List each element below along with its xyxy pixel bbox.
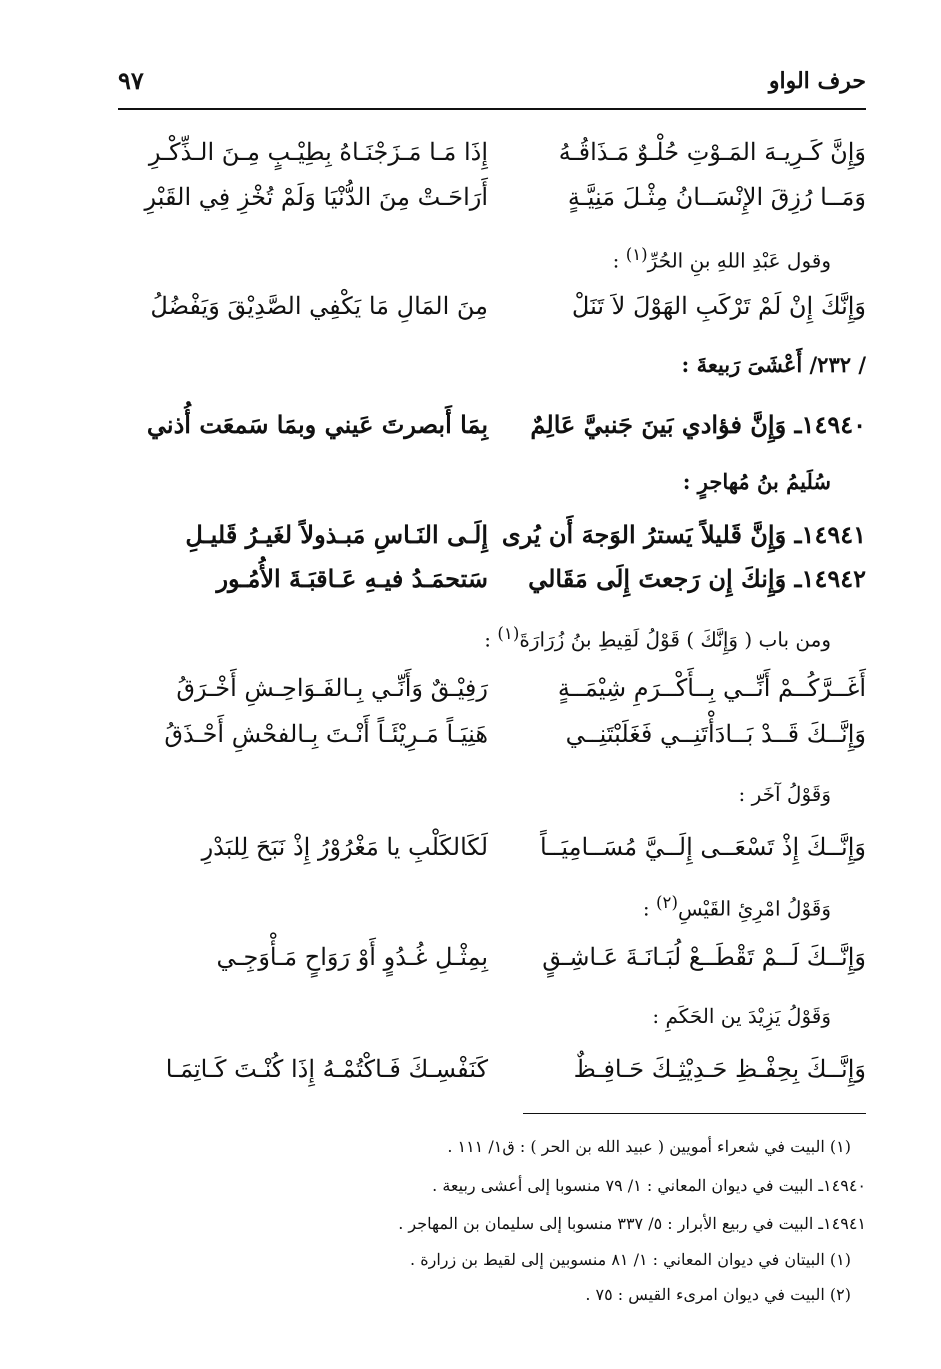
verse-first-hemistich: وَمَــا رُزِقَ الإِنْسَــانُ مِثْـلَ مَنِيَّـةٍ xyxy=(567,183,866,211)
verse-second-hemistich: بِمَا أَبصرتَ عَيني وبمَا سَمعَت أُذني xyxy=(146,410,488,439)
verse-first-hemistich: وَإِنَّــكَ إِذْ تَسْعَــى إِلَــيَّ مُسَــامِيَــاً xyxy=(540,833,866,861)
intro-colon: : xyxy=(642,896,656,921)
intro-text: وقول عَبْدِ اللهِ بنِ الحُرِّ xyxy=(647,248,831,273)
verse-first-hemistich: أَغَــرَّكُــمْ أَنِّــي بِــأَكْــرَمِ شِيْمَــةٍ xyxy=(557,674,866,702)
verse-line xyxy=(128,1055,866,1095)
verse-line xyxy=(128,138,866,178)
intro-text: وَقَوْلُ آخَر : xyxy=(738,782,831,806)
footnote-rule xyxy=(523,1113,866,1114)
footnote: ١٤٩٤١ـ البيت في ربيع الأبرار : ٥/ ٣٣٧ منسوبا إلى سليمان بن المهاجر . xyxy=(398,1214,866,1233)
verse-line xyxy=(128,292,866,332)
chapter-title: حرف الواو xyxy=(768,68,866,94)
verse-second-hemistich: هَنِيَـاً مَـرِيْئَـاً أَنْـتَ بِـالفحْشِ أَحْـذَقُ xyxy=(164,720,488,748)
verse-line-numbered xyxy=(128,564,866,604)
verse-first-hemistich: وَإِنَّــكَ قَــدْ بَــادَأْتَنِــي فَغَلَبْتَنِــي xyxy=(565,720,866,748)
intro-colon: : xyxy=(612,248,626,273)
poet-heading: / ٢٣٢/ أَعْشَىَ رَبيعةَ : xyxy=(681,352,866,377)
verse-second-hemistich: إِلَـى النَـاسِ مَبـذولاً لغَيـرُ قَليـلِ xyxy=(185,520,488,549)
verse-first-hemistich: وَإِنَّ كَـرِيـهَ المَـوْتِ حُلْـوٌ مَـذَاقُـهُ xyxy=(558,138,866,166)
footnote: (١) البيت في شعراء أمويين ( عبيد الله بن الحر ) : ق١/ ١١١ . xyxy=(447,1137,851,1156)
verse-line xyxy=(128,833,866,873)
footnote: ١٤٩٤٠ـ البيت في ديوان المعاني : ١/ ٧٩ منسوبا إلى أعشى ربيعة . xyxy=(432,1176,866,1195)
verse-intro xyxy=(643,893,831,921)
verse-line-numbered xyxy=(128,520,866,560)
verse-second-hemistich: مِنَ المَالِ مَا يَكْفِي الصَّدِيْقَ وَيَفْضُلُ xyxy=(150,292,488,320)
verse-line xyxy=(128,720,866,760)
verse-second-hemistich: أَرَاحَـتْ مِنَ الدُّنْيَا وَلَمْ تُخْزِ فِي القَبْرِ xyxy=(144,183,488,211)
footnote-ref: (٢) xyxy=(655,893,678,912)
verse-line xyxy=(128,183,866,223)
page-header xyxy=(118,62,866,102)
intro-text: ومن باب ( وَإِنَّكَ ) قَوْلُ لَقِيطِ بنُ زُرَارَةَ xyxy=(519,627,831,652)
intro-text: وَقَوْلُ امْرِئِ القَيْسِ xyxy=(677,896,831,921)
verse-second-hemistich: كَنَفْسِـكَ فَـاكْتُمْـهُ إِذَا كُنْـتَ كَـاتِمَـا xyxy=(165,1055,488,1083)
intro-text: وَقَوْلُ يَزِيْدَ ين الحَكَمِ : xyxy=(652,1004,831,1028)
footnote: (٢) البيت في ديوان امرىء القيس : ٧٥ . xyxy=(585,1285,851,1304)
verse-intro xyxy=(484,624,831,652)
footnote-ref: (١) xyxy=(625,245,648,264)
verse-intro xyxy=(652,1004,831,1028)
verse-second-hemistich: إِذَا مَـا مَـزَجْنَـاهُ بِطِيْـبٍ مِـنَ الـذِّكْـرِ xyxy=(148,138,488,166)
verse-intro xyxy=(739,782,832,806)
footnote-ref: (١) xyxy=(497,624,520,643)
verse-first-hemistich: ١٤٩٤١ـ وَإِنَّ قَليلاً يَسترُ الوَجهَ أَن يُرى xyxy=(501,520,866,549)
verse-line xyxy=(128,674,866,714)
footnote: (١) البيتان في ديوان المعاني : ١/ ٨١ منسوبين إلى لقيط بن زرارة . xyxy=(410,1250,851,1269)
verse-second-hemistich: رَفِيْـقٌ وَأَنِّـي بِـالفَـوَاحِـشِ أَخْـرَقُ xyxy=(176,674,488,702)
verse-second-hemistich: لَكَالكَلْبِ يا مَغْرُوْرُ إِذْ نَبَحَ لِلبَدْرِ xyxy=(201,833,488,861)
page-number: ٩٧ xyxy=(118,66,144,95)
verse-first-hemistich: وَإِنَّــكَ لَــمْ تَقْطَــعْ لُبَـانَـةَ عَـاشِـقٍ xyxy=(542,943,866,971)
poet-heading: سُلَيمُ بنُ مُهاجرٍ : xyxy=(682,469,831,494)
verse-first-hemistich: وَإِنَّــكَ بِحِفْـظِ حَـدِيْثِـكَ حَـافِـظٌ xyxy=(573,1055,866,1083)
verse-first-hemistich: ١٤٩٤٠ـ وَإِنَّ فؤادي بَينَ جَنبيَّ عَالِمٌ xyxy=(530,410,866,439)
verse-first-hemistich: ١٤٩٤٢ـ وَإِنكَ إِن رَجعتَ إِلَى مَقَالي xyxy=(528,564,866,593)
intro-colon: : xyxy=(484,627,498,652)
verse-first-hemistich: وَإِنَّكَ إِنْ لَمْ تَرْكَبِ الهَوْلَ لاَ تَنَلْ xyxy=(571,292,866,320)
verse-intro xyxy=(613,245,831,273)
verse-line xyxy=(128,943,866,983)
verse-second-hemistich: بِمِثْـلِ غُـدُوٍ أَوْ رَوَاحٍ مَـأْوَجِـي xyxy=(216,943,488,971)
header-rule xyxy=(118,108,866,110)
verse-line-numbered xyxy=(128,410,866,450)
verse-second-hemistich: سَتحمَـدُ فيـهِ عَـاقبَـةَ الأُمُـور xyxy=(216,564,488,593)
